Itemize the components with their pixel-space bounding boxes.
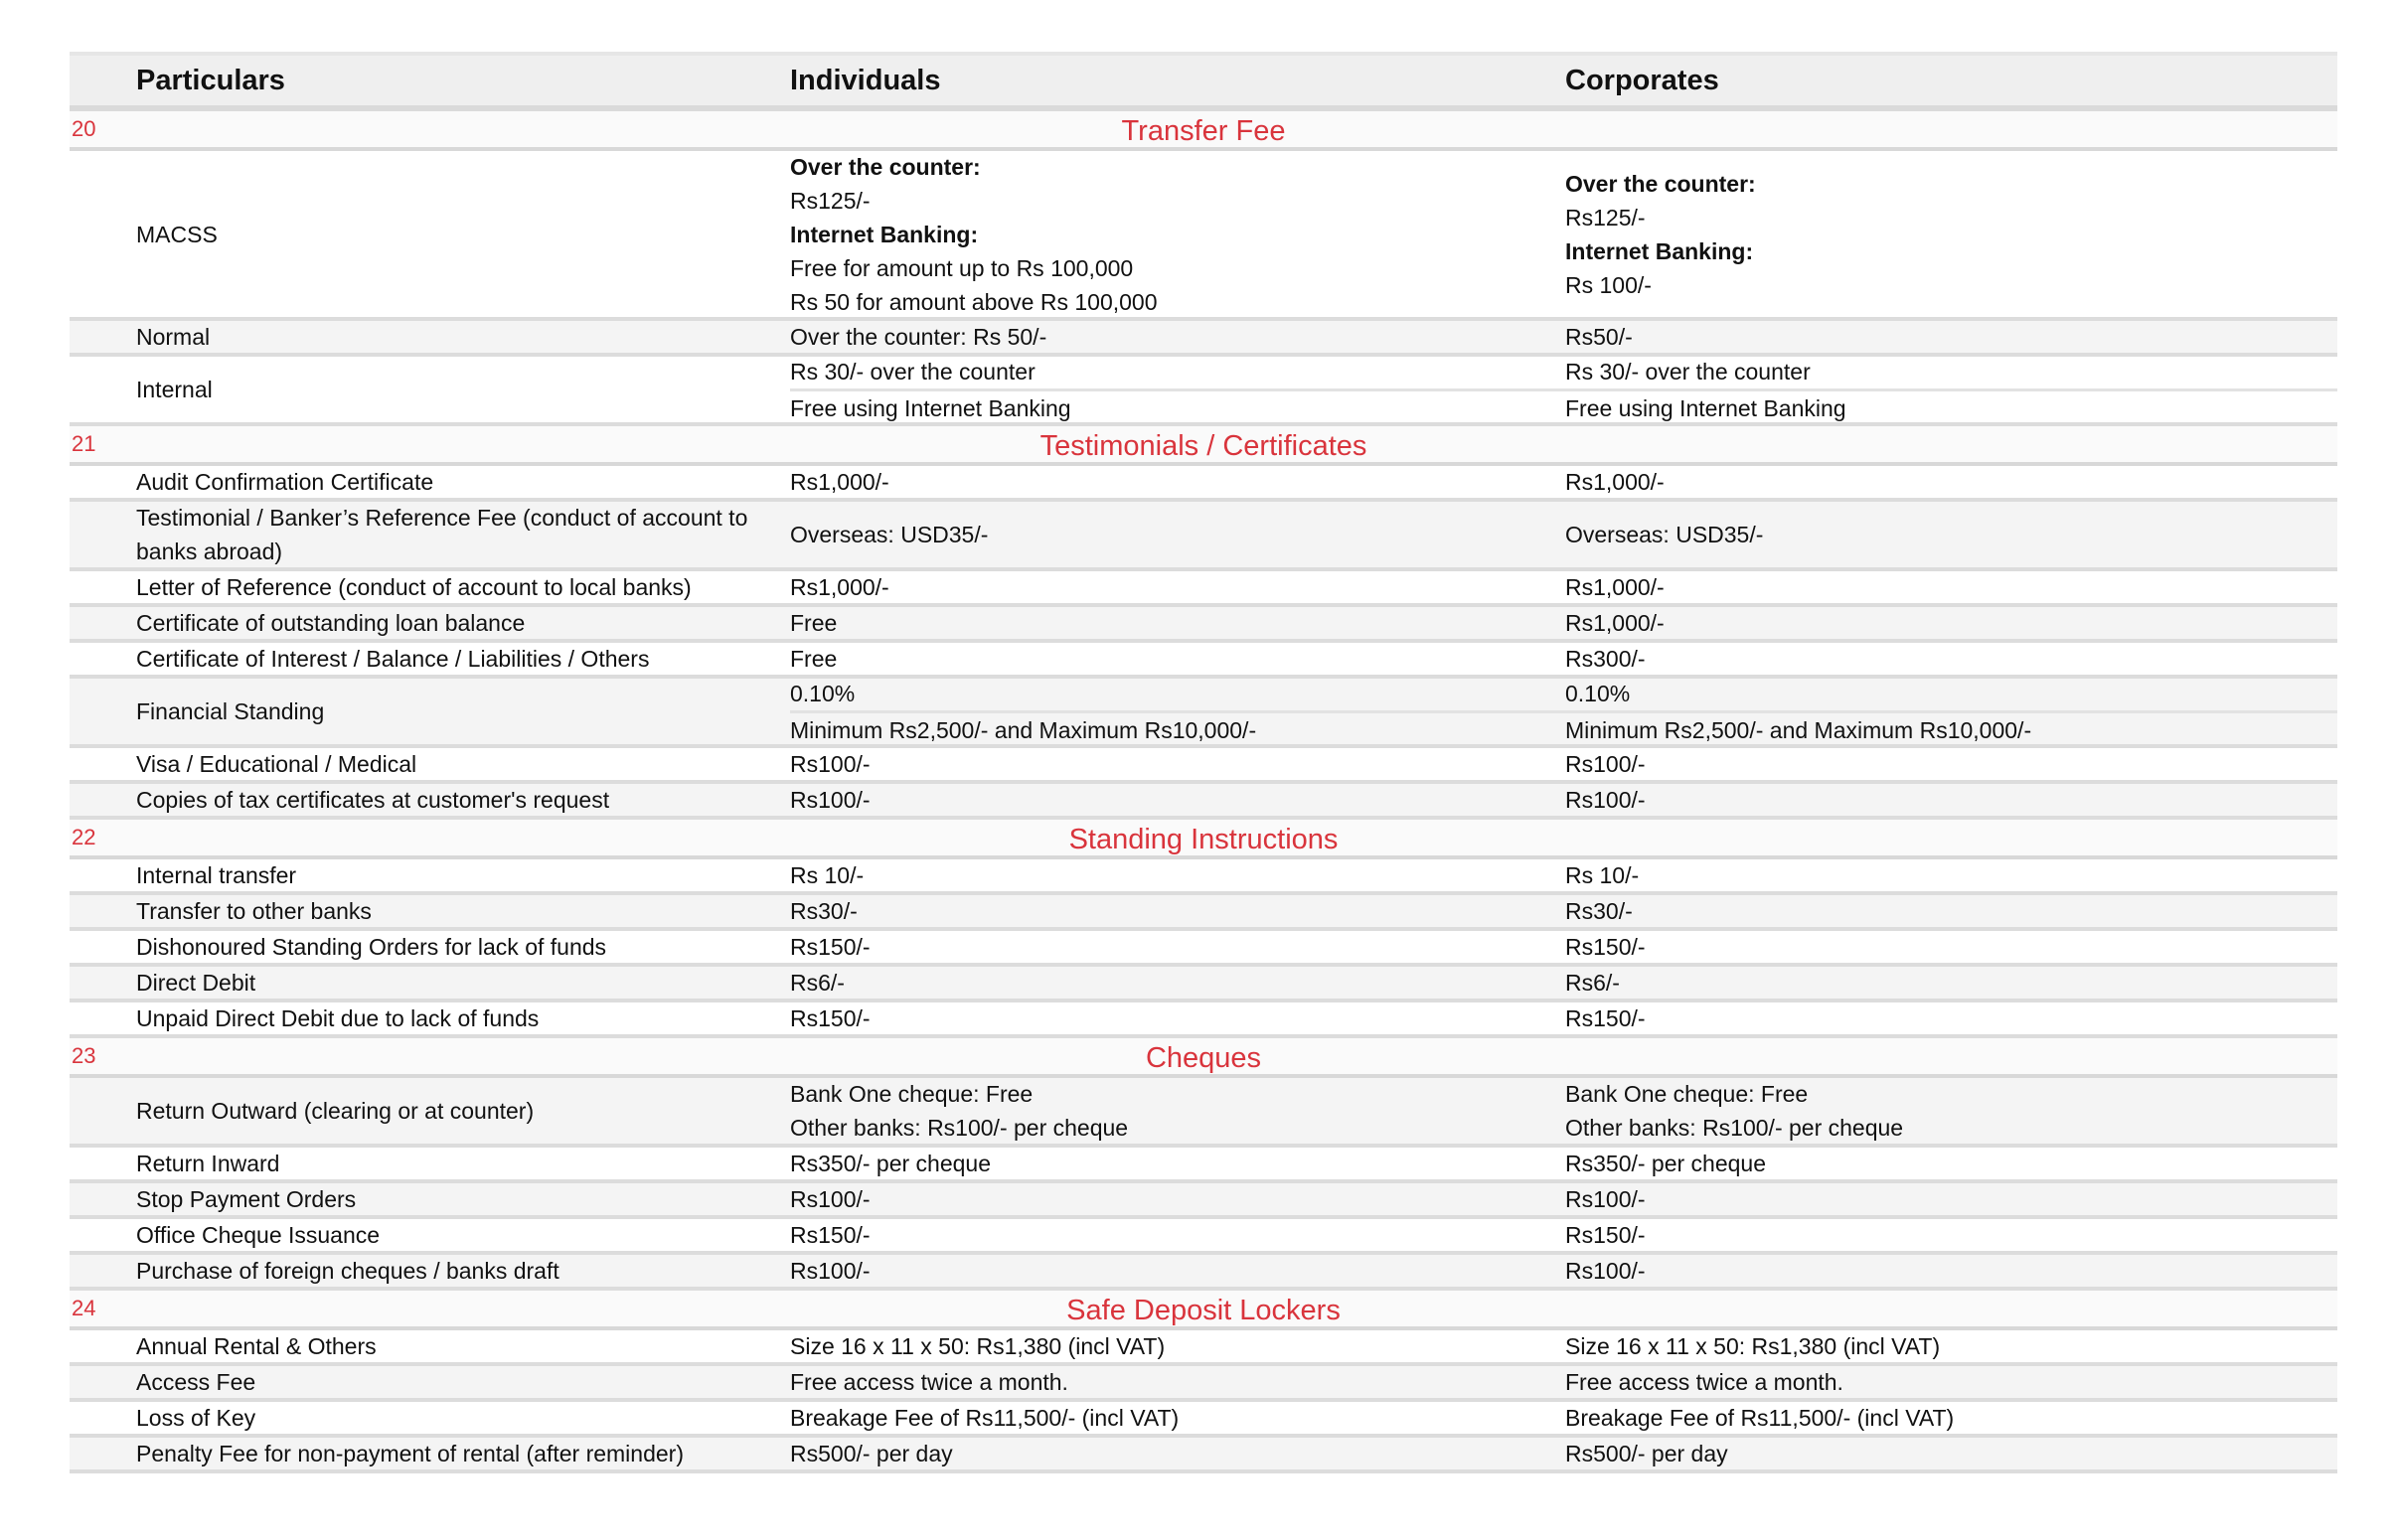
value-line: Over the counter: [790,153,981,180]
value-line: Rs 100/- [1565,271,1652,298]
corporates-value: Rs100/- [1565,1186,1646,1212]
individuals-value [790,1078,1565,1144]
value-line: Bank One cheque: Free [790,1081,1034,1107]
corporates-value [1565,1078,2337,1144]
individuals-value: Free access twice a month. [790,1369,1068,1395]
row-label: Loss of Key [136,1405,256,1431]
individuals-value: Rs6/- [790,970,845,996]
fee-table [70,52,2337,1473]
value-line: Free for amount up to Rs 100,000 [790,254,1134,281]
corporates-value: Rs150/- [1565,934,1646,960]
header-individuals: Individuals [790,65,941,96]
corporates-value: Rs500/- per day [1565,1441,1728,1466]
individuals-value: Breakage Fee of Rs11,500/- (incl VAT) [790,1405,1180,1431]
value-line: 0.10% [1565,680,1631,706]
individuals-value: Rs100/- [790,787,871,813]
table-row [70,1148,2337,1183]
value-line: Rs 30/- over the counter [790,358,1036,385]
individuals-value: Rs1,000/- [790,469,889,495]
section-safe-deposit-lockers [70,1291,2337,1330]
value-line: Rs 50 for amount above Rs 100,000 [790,288,1158,315]
table-row [70,571,2337,607]
value-line: Internet Banking: [790,221,979,247]
section-cheques [70,1038,2337,1078]
section-title: Safe Deposit Lockers [1066,1295,1341,1326]
individuals-value: Rs500/- per day [790,1441,953,1466]
value-line: Rs 30/- over the counter [1565,358,1811,385]
table-row [70,1402,2337,1438]
label-line: banks abroad) [136,539,283,564]
row-label: Dishonoured Standing Orders for lack of funds [136,934,607,960]
individuals-value: Overseas: USD35/- [790,522,989,547]
row-label: Purchase of foreign cheques / banks draft [136,1258,559,1284]
header-particulars: Particulars [136,65,285,96]
table-row [70,1255,2337,1291]
value-line: Minimum Rs2,500/- and Maximum Rs10,000/- [790,710,1565,747]
section-standing-instructions [70,820,2337,859]
table-row [70,931,2337,967]
corporates-value: Rs1,000/- [1565,469,1665,495]
individuals-value: Over the counter: Rs 50/- [790,324,1047,350]
row-label: MACSS [136,221,218,247]
value-line: Other banks: Rs100/- per cheque [790,1115,1129,1141]
corporates-value: Rs6/- [1565,970,1620,996]
individuals-value: Size 16 x 11 x 50: Rs1,380 (incl VAT) [790,1333,1166,1359]
table-row [70,895,2337,931]
row-label: Stop Payment Orders [136,1186,357,1212]
individuals-value: Rs30/- [790,898,858,924]
individuals-value: Rs1,000/- [790,574,889,600]
individuals-value [790,151,1565,317]
individuals-value: Rs150/- [790,934,871,960]
section-number: 23 [72,1043,96,1068]
row-label: Financial Standing [136,698,325,724]
value-line: Rs125/- [790,187,871,214]
section-number: 21 [72,431,96,456]
table-row [70,607,2337,643]
table-row [70,679,2337,748]
row-label: Annual Rental & Others [136,1333,377,1359]
individuals-value: Rs100/- [790,1186,871,1212]
header-corporates: Corporates [1565,65,1719,96]
individuals-value [790,357,1565,422]
value-line: Rs125/- [1565,204,1646,231]
table-row-internal [70,357,2337,426]
section-number: 22 [72,825,96,849]
corporates-value: Rs300/- [1565,646,1646,672]
row-label: Direct Debit [136,970,256,996]
table-row [70,1366,2337,1402]
row-label: Return Outward (clearing or at counter) [136,1098,535,1124]
table-row [70,967,2337,1002]
individuals-value: Rs100/- [790,1258,871,1284]
value-line: Other banks: Rs100/- per cheque [1565,1115,1904,1141]
individuals-value: Rs 10/- [790,862,865,888]
row-label: Audit Confirmation Certificate [136,469,434,495]
corporates-value: Rs100/- [1565,787,1646,813]
corporates-value: Rs100/- [1565,751,1646,777]
row-label: Copies of tax certificates at customer's request [136,787,610,813]
corporates-value: Rs 10/- [1565,862,1640,888]
section-title: Transfer Fee [1121,115,1286,147]
table-row [70,784,2337,820]
table-row-normal [70,321,2337,357]
value-line: Minimum Rs2,500/- and Maximum Rs10,000/- [1565,710,2337,747]
row-label: Penalty Fee for non-payment of rental (after reminder) [136,1441,684,1466]
corporates-value: Free access twice a month. [1565,1369,1843,1395]
corporates-value: Rs30/- [1565,898,1633,924]
value-line: Over the counter: [1565,170,1756,197]
value-line: 0.10% [790,680,856,706]
individuals-value: Rs150/- [790,1005,871,1031]
table-row [70,466,2337,502]
row-label: Certificate of outstanding loan balance [136,610,526,636]
corporates-value: Breakage Fee of Rs11,500/- (incl VAT) [1565,1405,1955,1431]
individuals-value: Free [790,646,838,672]
corporates-value [1565,679,2337,744]
table-header [70,52,2337,111]
table-row [70,502,2337,571]
section-title: Cheques [1145,1042,1262,1074]
value-line: Free using Internet Banking [1565,388,2337,425]
table-row-return-outward [70,1078,2337,1148]
label-line: Testimonial / Banker’s Reference Fee (conduct of account to [136,505,748,531]
corporates-value: Rs150/- [1565,1005,1646,1031]
table-row [70,1002,2337,1038]
row-label: Transfer to other banks [136,898,372,924]
table-row [70,748,2337,784]
corporates-value: Rs1,000/- [1565,610,1665,636]
individuals-value: Rs100/- [790,751,871,777]
corporates-value: Rs100/- [1565,1258,1646,1284]
table-row-macss [70,151,2337,321]
section-transfer-fee [70,111,2337,151]
individuals-value [790,679,1565,744]
row-label: Visa / Educational / Medical [136,751,417,777]
row-label: Internal [136,377,213,402]
section-testimonials [70,426,2337,466]
section-title: Testimonials / Certificates [1039,430,1367,462]
table-row [70,1330,2337,1366]
corporates-value: Size 16 x 11 x 50: Rs1,380 (incl VAT) [1565,1333,1941,1359]
corporates-value: Rs350/- per cheque [1565,1151,1767,1176]
section-title: Standing Instructions [1068,824,1339,855]
row-label: Internal transfer [136,862,297,888]
individuals-value: Free [790,610,838,636]
corporates-value [1565,151,2337,317]
individuals-value: Rs350/- per cheque [790,1151,992,1176]
corporates-value: Rs150/- [1565,1222,1646,1248]
row-label: Return Inward [136,1151,280,1176]
corporates-value: Overseas: USD35/- [1565,522,1764,547]
section-number: 24 [72,1296,96,1320]
row-label: Normal [136,324,211,350]
table-row [70,1219,2337,1255]
section-number: 20 [72,116,96,141]
corporates-value: Rs50/- [1565,324,1633,350]
row-label [136,502,790,567]
table-row [70,859,2337,895]
corporates-value: Rs1,000/- [1565,574,1665,600]
table-row [70,643,2337,679]
individuals-value: Rs150/- [790,1222,871,1248]
table-row [70,1438,2337,1473]
row-label: Unpaid Direct Debit due to lack of funds [136,1005,540,1031]
value-line: Free using Internet Banking [790,388,1565,425]
row-label: Certificate of Interest / Balance / Liabilities / Others [136,646,650,672]
value-line: Internet Banking: [1565,237,1754,264]
corporates-value [1565,357,2337,422]
value-line: Bank One cheque: Free [1565,1081,1809,1107]
table-row [70,1183,2337,1219]
row-label: Access Fee [136,1369,256,1395]
row-label: Letter of Reference (conduct of account to local banks) [136,574,692,600]
row-label: Office Cheque Issuance [136,1222,381,1248]
